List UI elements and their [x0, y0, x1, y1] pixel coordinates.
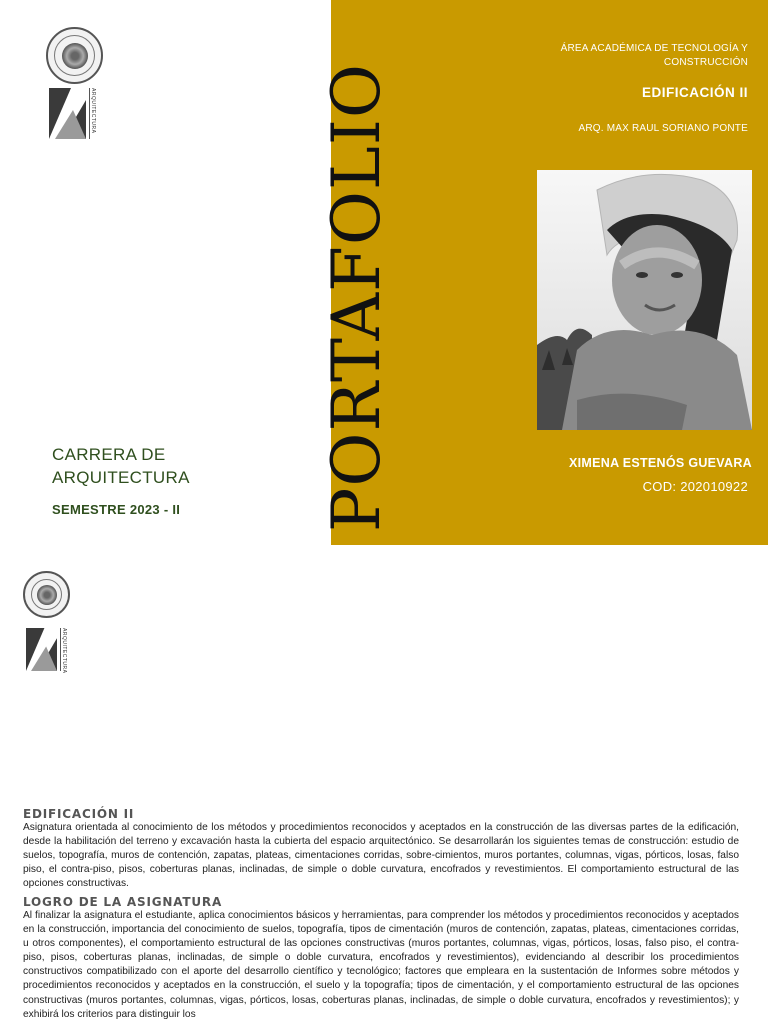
teacher-name: ARQ. MAX RAUL SORIANO PONTE — [578, 123, 748, 134]
faculty-logo — [49, 88, 101, 139]
faculty-logo-mark-small — [26, 628, 57, 671]
career-block — [52, 443, 272, 517]
section-body: Al finalizar la asignatura el estudiante, aplica conocimientos básicos y herramientas, para comprender los métodos y procedimientos reconocidos y aceptados en la construcción, importancia del conocimiento de suelos, topografía, tipos de cimentación (muros de contención, zapatas, plateas, cimentaciones corridas, u otros componentes), el comportamiento estructural de las opciones constructivas (muros portantes, columnas, vigas, pórticos, losas, falso piso, el contra-piso, pisos, coberturas planas, inclinadas, de simple o doble curvatura, encofrados y revestimientos), evidenciando al describir los procedimientos constructivos compatibilizado con el aporte del desarrollo científico y tecnológico; factores que empleara en la sustentación de Informes sobre métodos y procedimientos reconocidos y aceptados en la construcción, el suelo y la topografía; tipos de cimentación, y el comportamiento estructural de las opciones constructivas (muros portantes, columnas, vigas, pórticos, losas, coberturas planas, inclinadas, de simple o doble curvatura, encofrados y revestimientos); y exhibirá los criterios para distinguir los — [23, 910, 739, 1020]
semester-label: SEMESTRE 2023 - II — [52, 502, 181, 517]
faculty-logo-small — [26, 628, 72, 674]
academic-area — [508, 42, 748, 70]
course-description-section — [23, 807, 739, 891]
university-seal-logo-small — [23, 571, 70, 618]
university-seal-logo — [46, 27, 103, 84]
student-name: XIMENA ESTENÓS GUEVARA — [568, 456, 752, 470]
faculty-logo-mark — [49, 88, 86, 139]
academic-area-line-1: ÁREA ACADÉMICA DE TECNOLOGÍA Y — [560, 43, 748, 54]
faculty-logo-text-small: ARQUITECTURA — [60, 628, 72, 671]
student-code: COD: 202010922 — [642, 479, 748, 494]
course-achievement-section — [23, 895, 739, 1022]
student-photo — [537, 170, 752, 430]
course-title: EDIFICACIÓN II — [641, 85, 748, 100]
career-line-1: CARRERA DE — [52, 445, 166, 464]
portfolio-title: PORTAFOLIO — [318, 62, 395, 532]
academic-area-line-2: CONSTRUCCIÓN — [663, 57, 748, 68]
faculty-logo-text: ARQUITECTURA — [89, 88, 101, 139]
career-line-2: ARQUITECTURA — [52, 468, 190, 487]
section-heading: EDIFICACIÓN II — [23, 807, 135, 821]
section-body: Asignatura orientada al conocimiento de los métodos y procedimientos reconocidos y aceptados en la construcción de las diversas partes de la edificación, desde la habilitación del terreno y excavación hasta la cubierta del espacio arquitectónico. Se desarrollarán los siguientes temas de construcción: estudio de suelos, topografía, muros de contención, zapatas, plateas, cimentaciones corridas, sobre-cimientos, muros portantes, columnas, vigas, pórticos, losas, falso piso, el contra-piso, pisos, coberturas planas, inclinadas, de simple o doble curvatura, encofrados y revestimientos. El comportamiento estructural de las opciones constructivas. — [23, 822, 739, 890]
section-heading: LOGRO DE LA ASIGNATURA — [23, 895, 223, 909]
